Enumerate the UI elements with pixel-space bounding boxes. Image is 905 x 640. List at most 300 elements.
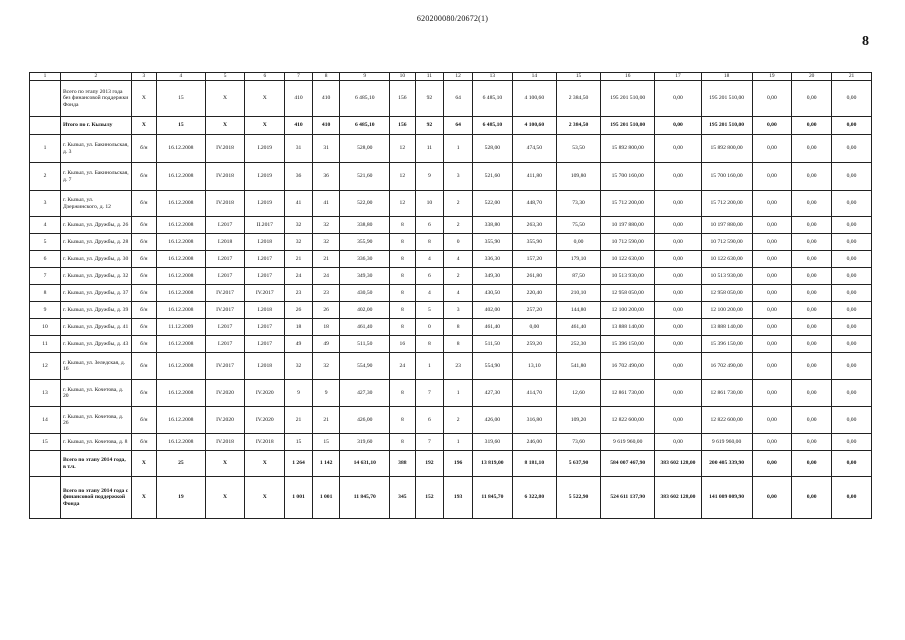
table-cell: 0,00 — [655, 353, 701, 380]
table-cell: 8 — [444, 336, 473, 353]
column-number: 17 — [655, 73, 701, 81]
table-row — [30, 336, 872, 353]
table-cell: 0,00 — [832, 81, 872, 117]
table-cell: б/н — [131, 353, 156, 380]
table-cell: 13 — [30, 380, 61, 407]
table-cell: 349,30 — [340, 268, 390, 285]
table-cell: 355,90 — [340, 234, 390, 251]
table-cell: б/н — [131, 234, 156, 251]
table-cell: 0,00 — [792, 163, 832, 191]
table-cell: 10 122 630,00 — [601, 251, 655, 268]
table-cell: 9 — [285, 380, 313, 407]
table-cell: 4 — [415, 285, 444, 302]
table-cell: 3 — [30, 191, 61, 217]
table-cell: 9 — [415, 163, 444, 191]
table-cell: 0,00 — [792, 477, 832, 519]
table-cell: 16 702 490,00 — [701, 353, 752, 380]
table-cell: 12 822 600,00 — [701, 407, 752, 434]
table-cell: I.2018 — [245, 234, 285, 251]
table-cell: 521,60 — [340, 163, 390, 191]
table-cell: 4 — [444, 285, 473, 302]
table-cell: 23 — [444, 353, 473, 380]
table-cell: 355,90 — [512, 234, 556, 251]
table-cell: 0,00 — [832, 251, 872, 268]
table-cell: 0,00 — [655, 251, 701, 268]
table-cell: 16.12.2008 — [157, 251, 206, 268]
address-cell: г. Кызыл, ул. Дружбы, д. 37 — [60, 285, 131, 302]
table-row — [30, 434, 872, 451]
table-cell: 14 — [30, 407, 61, 434]
table-cell: 1 — [444, 380, 473, 407]
table-cell: IV.2018 — [205, 434, 245, 451]
table-cell: 32 — [285, 234, 313, 251]
table-cell: 18 — [285, 319, 313, 336]
table-row — [30, 163, 872, 191]
table-cell: б/н — [131, 285, 156, 302]
table-cell: 0,00 — [792, 451, 832, 477]
table-cell: 24 — [285, 268, 313, 285]
table-row — [30, 302, 872, 319]
table-cell: 528,00 — [472, 135, 512, 163]
table-cell: 92 — [415, 117, 444, 135]
table-cell: 200 405 339,90 — [701, 451, 752, 477]
column-number: 16 — [601, 73, 655, 81]
table-cell: 15 — [285, 434, 313, 451]
table-cell: 1 — [415, 353, 444, 380]
address-cell: г. Кызыл, ул. Зеледская, д. 16 — [60, 353, 131, 380]
table-cell: 263,30 — [512, 217, 556, 234]
table-cell: 192 — [415, 451, 444, 477]
address-cell: г. Кызыл, ул. Дружбы, д. 26 — [60, 217, 131, 234]
table-cell: 24 — [390, 353, 415, 380]
table-cell: X — [131, 117, 156, 135]
table-cell: IV.2018 — [205, 135, 245, 163]
table-cell: 430,50 — [472, 285, 512, 302]
column-number: 20 — [792, 73, 832, 81]
table-cell: 0,00 — [655, 234, 701, 251]
table-cell: IV.2020 — [245, 407, 285, 434]
table-cell: 8 — [390, 380, 415, 407]
column-number: 6 — [245, 73, 285, 81]
table-cell: 4 — [444, 251, 473, 268]
table-cell: б/н — [131, 319, 156, 336]
table-cell: б/н — [131, 163, 156, 191]
table-cell: 0,00 — [655, 135, 701, 163]
table-cell: II.2017 — [245, 217, 285, 234]
table-cell: 15 — [157, 117, 206, 135]
table-cell: 8 — [390, 407, 415, 434]
table-cell: 15 396 150,00 — [601, 336, 655, 353]
address-cell: Всего по этапу 2013 года без финансовой поддержки Фонда — [60, 81, 131, 117]
table-cell: 0,00 — [792, 434, 832, 451]
table-cell: 0,00 — [752, 217, 792, 234]
table-cell: 12 100 200,00 — [701, 302, 752, 319]
table-cell: 521,60 — [472, 163, 512, 191]
table-cell: 196 — [444, 451, 473, 477]
table-cell: 410 — [285, 81, 313, 117]
table-cell: 3 — [444, 302, 473, 319]
table-cell: IV.2020 — [205, 407, 245, 434]
table-cell: 336,30 — [472, 251, 512, 268]
table-cell: 0,00 — [752, 319, 792, 336]
table-cell: 0,00 — [655, 81, 701, 117]
table-cell: 13,10 — [512, 353, 556, 380]
column-number: 19 — [752, 73, 792, 81]
table-cell: 4 100,60 — [512, 117, 556, 135]
table-cell: 0,00 — [752, 81, 792, 117]
table-cell: IV.2017 — [205, 285, 245, 302]
table-cell: 430,50 — [340, 285, 390, 302]
table-cell: 193 — [444, 477, 473, 519]
table-cell: 1 — [30, 135, 61, 163]
table-cell: 21 — [312, 407, 340, 434]
table-cell: 0,00 — [792, 285, 832, 302]
table-cell: 0,00 — [832, 217, 872, 234]
table-cell: 0,00 — [832, 380, 872, 407]
table-cell: 16.12.2008 — [157, 285, 206, 302]
column-number: 3 — [131, 73, 156, 81]
table-cell: 4 — [30, 217, 61, 234]
page-number: 8 — [862, 34, 869, 49]
table-cell — [30, 81, 61, 117]
table-cell: 5 — [30, 234, 61, 251]
table-cell: 461,40 — [472, 319, 512, 336]
table-cell: 0,00 — [752, 434, 792, 451]
table-cell: 26 — [285, 302, 313, 319]
table-cell: 64 — [444, 117, 473, 135]
table-cell: 11 845,70 — [340, 477, 390, 519]
table-cell: 15 892 800,00 — [601, 135, 655, 163]
table-cell: 32 — [285, 217, 313, 234]
table-cell: 0,00 — [792, 407, 832, 434]
table-cell: 522,00 — [340, 191, 390, 217]
column-number: 18 — [701, 73, 752, 81]
table-cell: 554,90 — [340, 353, 390, 380]
table-cell: 220,40 — [512, 285, 556, 302]
table-cell: X — [205, 81, 245, 117]
table-cell: 0,00 — [655, 434, 701, 451]
table-cell: 0,00 — [752, 234, 792, 251]
column-number: 21 — [832, 73, 872, 81]
table-cell: X — [245, 477, 285, 519]
table-cell: 10 — [30, 319, 61, 336]
table-cell: 524 611 137,90 — [601, 477, 655, 519]
column-number: 4 — [157, 73, 206, 81]
table-cell: 0,00 — [655, 217, 701, 234]
table-cell: I.2017 — [205, 217, 245, 234]
table-cell: 448,70 — [512, 191, 556, 217]
table-cell: 9 619 960,00 — [601, 434, 655, 451]
table-cell: 2 — [30, 163, 61, 191]
table-cell: 0,00 — [832, 268, 872, 285]
table-cell: 210,10 — [556, 285, 600, 302]
table-cell: 1 001 — [312, 477, 340, 519]
table-cell: 338,80 — [340, 217, 390, 234]
table-cell: 64 — [444, 81, 473, 117]
table-cell: 0,00 — [792, 117, 832, 135]
table-cell — [30, 117, 61, 135]
table-cell: 0,00 — [792, 251, 832, 268]
table-cell: 10 — [415, 191, 444, 217]
table-cell: 345 — [390, 477, 415, 519]
table-cell: 410 — [312, 117, 340, 135]
table-cell: 16.12.2008 — [157, 353, 206, 380]
table-cell: 41 — [285, 191, 313, 217]
table-cell: 15 712 200,00 — [601, 191, 655, 217]
table-cell: 0,00 — [832, 407, 872, 434]
table-cell: 12 100 200,00 — [601, 302, 655, 319]
address-cell: г. Кызыл, ул. Кочетова, д. 8 — [60, 434, 131, 451]
column-number: 1 — [30, 73, 61, 81]
table-cell: 474,50 — [512, 135, 556, 163]
table-cell: 554,90 — [472, 353, 512, 380]
table-cell — [30, 477, 61, 519]
table-cell: IV.2020 — [205, 380, 245, 407]
table-cell: 0,00 — [832, 163, 872, 191]
table-cell: 156 — [390, 117, 415, 135]
table-cell: 16.12.2008 — [157, 163, 206, 191]
table-cell: 11 845,70 — [472, 477, 512, 519]
table-cell: 16.12.2008 — [157, 234, 206, 251]
table-cell: 6 485,10 — [340, 81, 390, 117]
table-cell: X — [205, 477, 245, 519]
address-cell: г. Кызыл, ул. Кочетова, д. 20 — [60, 380, 131, 407]
table-cell: 0,00 — [832, 451, 872, 477]
table-cell: I.2019 — [245, 191, 285, 217]
table-cell: 0,00 — [792, 81, 832, 117]
table-cell: 0,00 — [832, 191, 872, 217]
table-cell: 8 — [390, 234, 415, 251]
table-cell: I.2017 — [205, 251, 245, 268]
address-cell: г. Кызыл, ул. Дружбы, д. 32 — [60, 268, 131, 285]
table-row — [30, 477, 872, 519]
table-cell: 9 — [312, 380, 340, 407]
address-cell: г. Кызыл, ул. Дзержинского, д. 12 — [60, 191, 131, 217]
table-cell: 0,00 — [752, 336, 792, 353]
table-cell: б/н — [131, 336, 156, 353]
table-cell: 41 — [312, 191, 340, 217]
column-number: 11 — [415, 73, 444, 81]
table-cell: 0 — [415, 319, 444, 336]
table-cell: X — [131, 451, 156, 477]
table-cell: 13 819,00 — [472, 451, 512, 477]
table-cell: 0,00 — [512, 319, 556, 336]
address-cell: г. Кызыл, ул. Дружбы, д. 43 — [60, 336, 131, 353]
address-cell: г. Кызыл, ул. Дружбы, д. 28 — [60, 234, 131, 251]
table-cell: б/н — [131, 380, 156, 407]
table-cell: б/н — [131, 191, 156, 217]
table-cell: 0,00 — [752, 407, 792, 434]
table-cell: 15 700 160,00 — [601, 163, 655, 191]
table-cell: 12 861 730,00 — [701, 380, 752, 407]
table-cell: 0,00 — [832, 319, 872, 336]
table-cell: 427,30 — [472, 380, 512, 407]
table-cell: 32 — [312, 234, 340, 251]
table-cell: 319,60 — [340, 434, 390, 451]
table-cell: 32 — [285, 353, 313, 380]
table-row — [30, 285, 872, 302]
table-cell: 0,00 — [832, 302, 872, 319]
table-cell: 426,00 — [472, 407, 512, 434]
table-cell: 0,00 — [792, 353, 832, 380]
table-cell: 336,30 — [340, 251, 390, 268]
table-cell: 0,00 — [792, 268, 832, 285]
table-cell: б/н — [131, 434, 156, 451]
table-cell: 12 — [30, 353, 61, 380]
table-cell: 10 712 590,00 — [701, 234, 752, 251]
table-cell: 7 — [415, 434, 444, 451]
table-cell: 0,00 — [655, 380, 701, 407]
table-cell: 0,00 — [792, 234, 832, 251]
table-cell: 8 181,10 — [512, 451, 556, 477]
table-cell: 257,20 — [512, 302, 556, 319]
table-cell: 0,00 — [655, 191, 701, 217]
table-cell: 0,00 — [792, 217, 832, 234]
table-cell: 21 — [285, 251, 313, 268]
table-cell: 4 — [415, 251, 444, 268]
table-cell: IV.2018 — [205, 191, 245, 217]
table-cell: 75,50 — [556, 217, 600, 234]
table-cell: 109,80 — [556, 163, 600, 191]
table-cell: 10 197 880,00 — [701, 217, 752, 234]
table-cell: 92 — [415, 81, 444, 117]
table-row — [30, 117, 872, 135]
table-cell: 141 009 009,90 — [701, 477, 752, 519]
table-cell: 0,00 — [752, 117, 792, 135]
table-cell: 461,40 — [340, 319, 390, 336]
table-cell: 8 — [390, 251, 415, 268]
table-cell: 0,00 — [832, 353, 872, 380]
column-number: 8 — [312, 73, 340, 81]
table-cell: 32 — [312, 353, 340, 380]
table-cell: 195 201 510,00 — [701, 81, 752, 117]
table-cell: 16.12.2008 — [157, 268, 206, 285]
address-cell: г. Кызыл, ул. Дружбы, д. 30 — [60, 251, 131, 268]
table-cell: 0,00 — [792, 380, 832, 407]
table-row — [30, 407, 872, 434]
table-cell: I.2017 — [205, 319, 245, 336]
column-number: 9 — [340, 73, 390, 81]
table-row — [30, 217, 872, 234]
table-cell: 152 — [415, 477, 444, 519]
table-cell: 2 — [444, 191, 473, 217]
table-cell: 8 — [390, 285, 415, 302]
table-cell: 8 — [390, 434, 415, 451]
table-cell: 426,00 — [340, 407, 390, 434]
address-cell: г. Кызыл, ул. Кочетова, д. 26 — [60, 407, 131, 434]
address-cell: Всего по этапу 2014 года, в т.ч. — [60, 451, 131, 477]
column-number: 14 — [512, 73, 556, 81]
address-cell: г. Кызыл, ул. Дружбы, д. 41 — [60, 319, 131, 336]
table-cell: 15 712 200,00 — [701, 191, 752, 217]
table-cell: 1 001 — [285, 477, 313, 519]
table-cell: 16.12.2008 — [157, 380, 206, 407]
table-cell: 13 888 140,00 — [601, 319, 655, 336]
table-cell: 414,70 — [512, 380, 556, 407]
table-cell: 15 — [157, 81, 206, 117]
table-cell: 179,10 — [556, 251, 600, 268]
table-cell: 511,50 — [472, 336, 512, 353]
table-cell: 11 — [30, 336, 61, 353]
table-cell: 0,00 — [832, 117, 872, 135]
table-cell: X — [131, 477, 156, 519]
table-cell: 12 — [390, 191, 415, 217]
table-cell: 9 — [30, 302, 61, 319]
table-cell: 8 — [390, 302, 415, 319]
table-cell: 0,00 — [752, 380, 792, 407]
table-cell: 0,00 — [752, 353, 792, 380]
table-cell: 8 — [390, 319, 415, 336]
table-cell: 109,20 — [556, 407, 600, 434]
table-cell: X — [131, 81, 156, 117]
address-cell: г. Кызыл, ул. Дружбы, д. 39 — [60, 302, 131, 319]
table-cell: б/н — [131, 268, 156, 285]
column-number: 5 — [205, 73, 245, 81]
table-cell: 15 396 150,00 — [701, 336, 752, 353]
table-cell: I.2017 — [245, 336, 285, 353]
table-cell: 6 485,10 — [472, 117, 512, 135]
table-cell: 0,00 — [752, 268, 792, 285]
table-cell: 0,00 — [832, 434, 872, 451]
table-row — [30, 451, 872, 477]
table-cell: 16 — [390, 336, 415, 353]
column-number: 12 — [444, 73, 473, 81]
table-cell: 0,00 — [792, 319, 832, 336]
table-cell: 12 861 730,00 — [601, 380, 655, 407]
table-cell: 10 712 590,00 — [601, 234, 655, 251]
table-cell: 16.12.2008 — [157, 191, 206, 217]
table-cell: б/н — [131, 135, 156, 163]
table-cell: 461,40 — [556, 319, 600, 336]
table-cell: 246,00 — [512, 434, 556, 451]
table-cell: 261,80 — [512, 268, 556, 285]
table-cell: 36 — [312, 163, 340, 191]
table-cell: 15 — [30, 434, 61, 451]
table-cell: б/н — [131, 407, 156, 434]
table-cell: 8 — [444, 319, 473, 336]
table-cell: 5 637,90 — [556, 451, 600, 477]
table-cell: 0,00 — [752, 251, 792, 268]
table-cell: X — [245, 117, 285, 135]
table-cell: IV.2017 — [205, 353, 245, 380]
table-cell: 0,00 — [655, 117, 701, 135]
address-cell: Всего по этапу 2014 года с финансовой поддержкой Фонда — [60, 477, 131, 519]
table-cell: 427,30 — [340, 380, 390, 407]
table-cell: 12,60 — [556, 380, 600, 407]
table-row — [30, 251, 872, 268]
table-cell: 8 — [390, 268, 415, 285]
table-cell: 195 201 510,00 — [601, 81, 655, 117]
data-table — [29, 72, 872, 519]
table-cell: 157,20 — [512, 251, 556, 268]
table-cell: 0,00 — [655, 285, 701, 302]
table-cell: 0,00 — [655, 319, 701, 336]
table-cell: 541,80 — [556, 353, 600, 380]
table-row — [30, 268, 872, 285]
table-cell: 410 — [312, 81, 340, 117]
table-cell: 0,00 — [832, 477, 872, 519]
table-cell: 16.12.2008 — [157, 302, 206, 319]
address-cell: г. Кызыл, ул. Бакинольская, д. 3 — [60, 135, 131, 163]
table-cell: 23 — [312, 285, 340, 302]
table-cell: 6 — [30, 251, 61, 268]
table-cell: I.2017 — [245, 251, 285, 268]
table-cell: 0,00 — [832, 135, 872, 163]
table-cell: б/н — [131, 302, 156, 319]
table-cell: 31 — [312, 135, 340, 163]
table-cell: 195 201 510,00 — [601, 117, 655, 135]
table-cell: 19 — [157, 477, 206, 519]
